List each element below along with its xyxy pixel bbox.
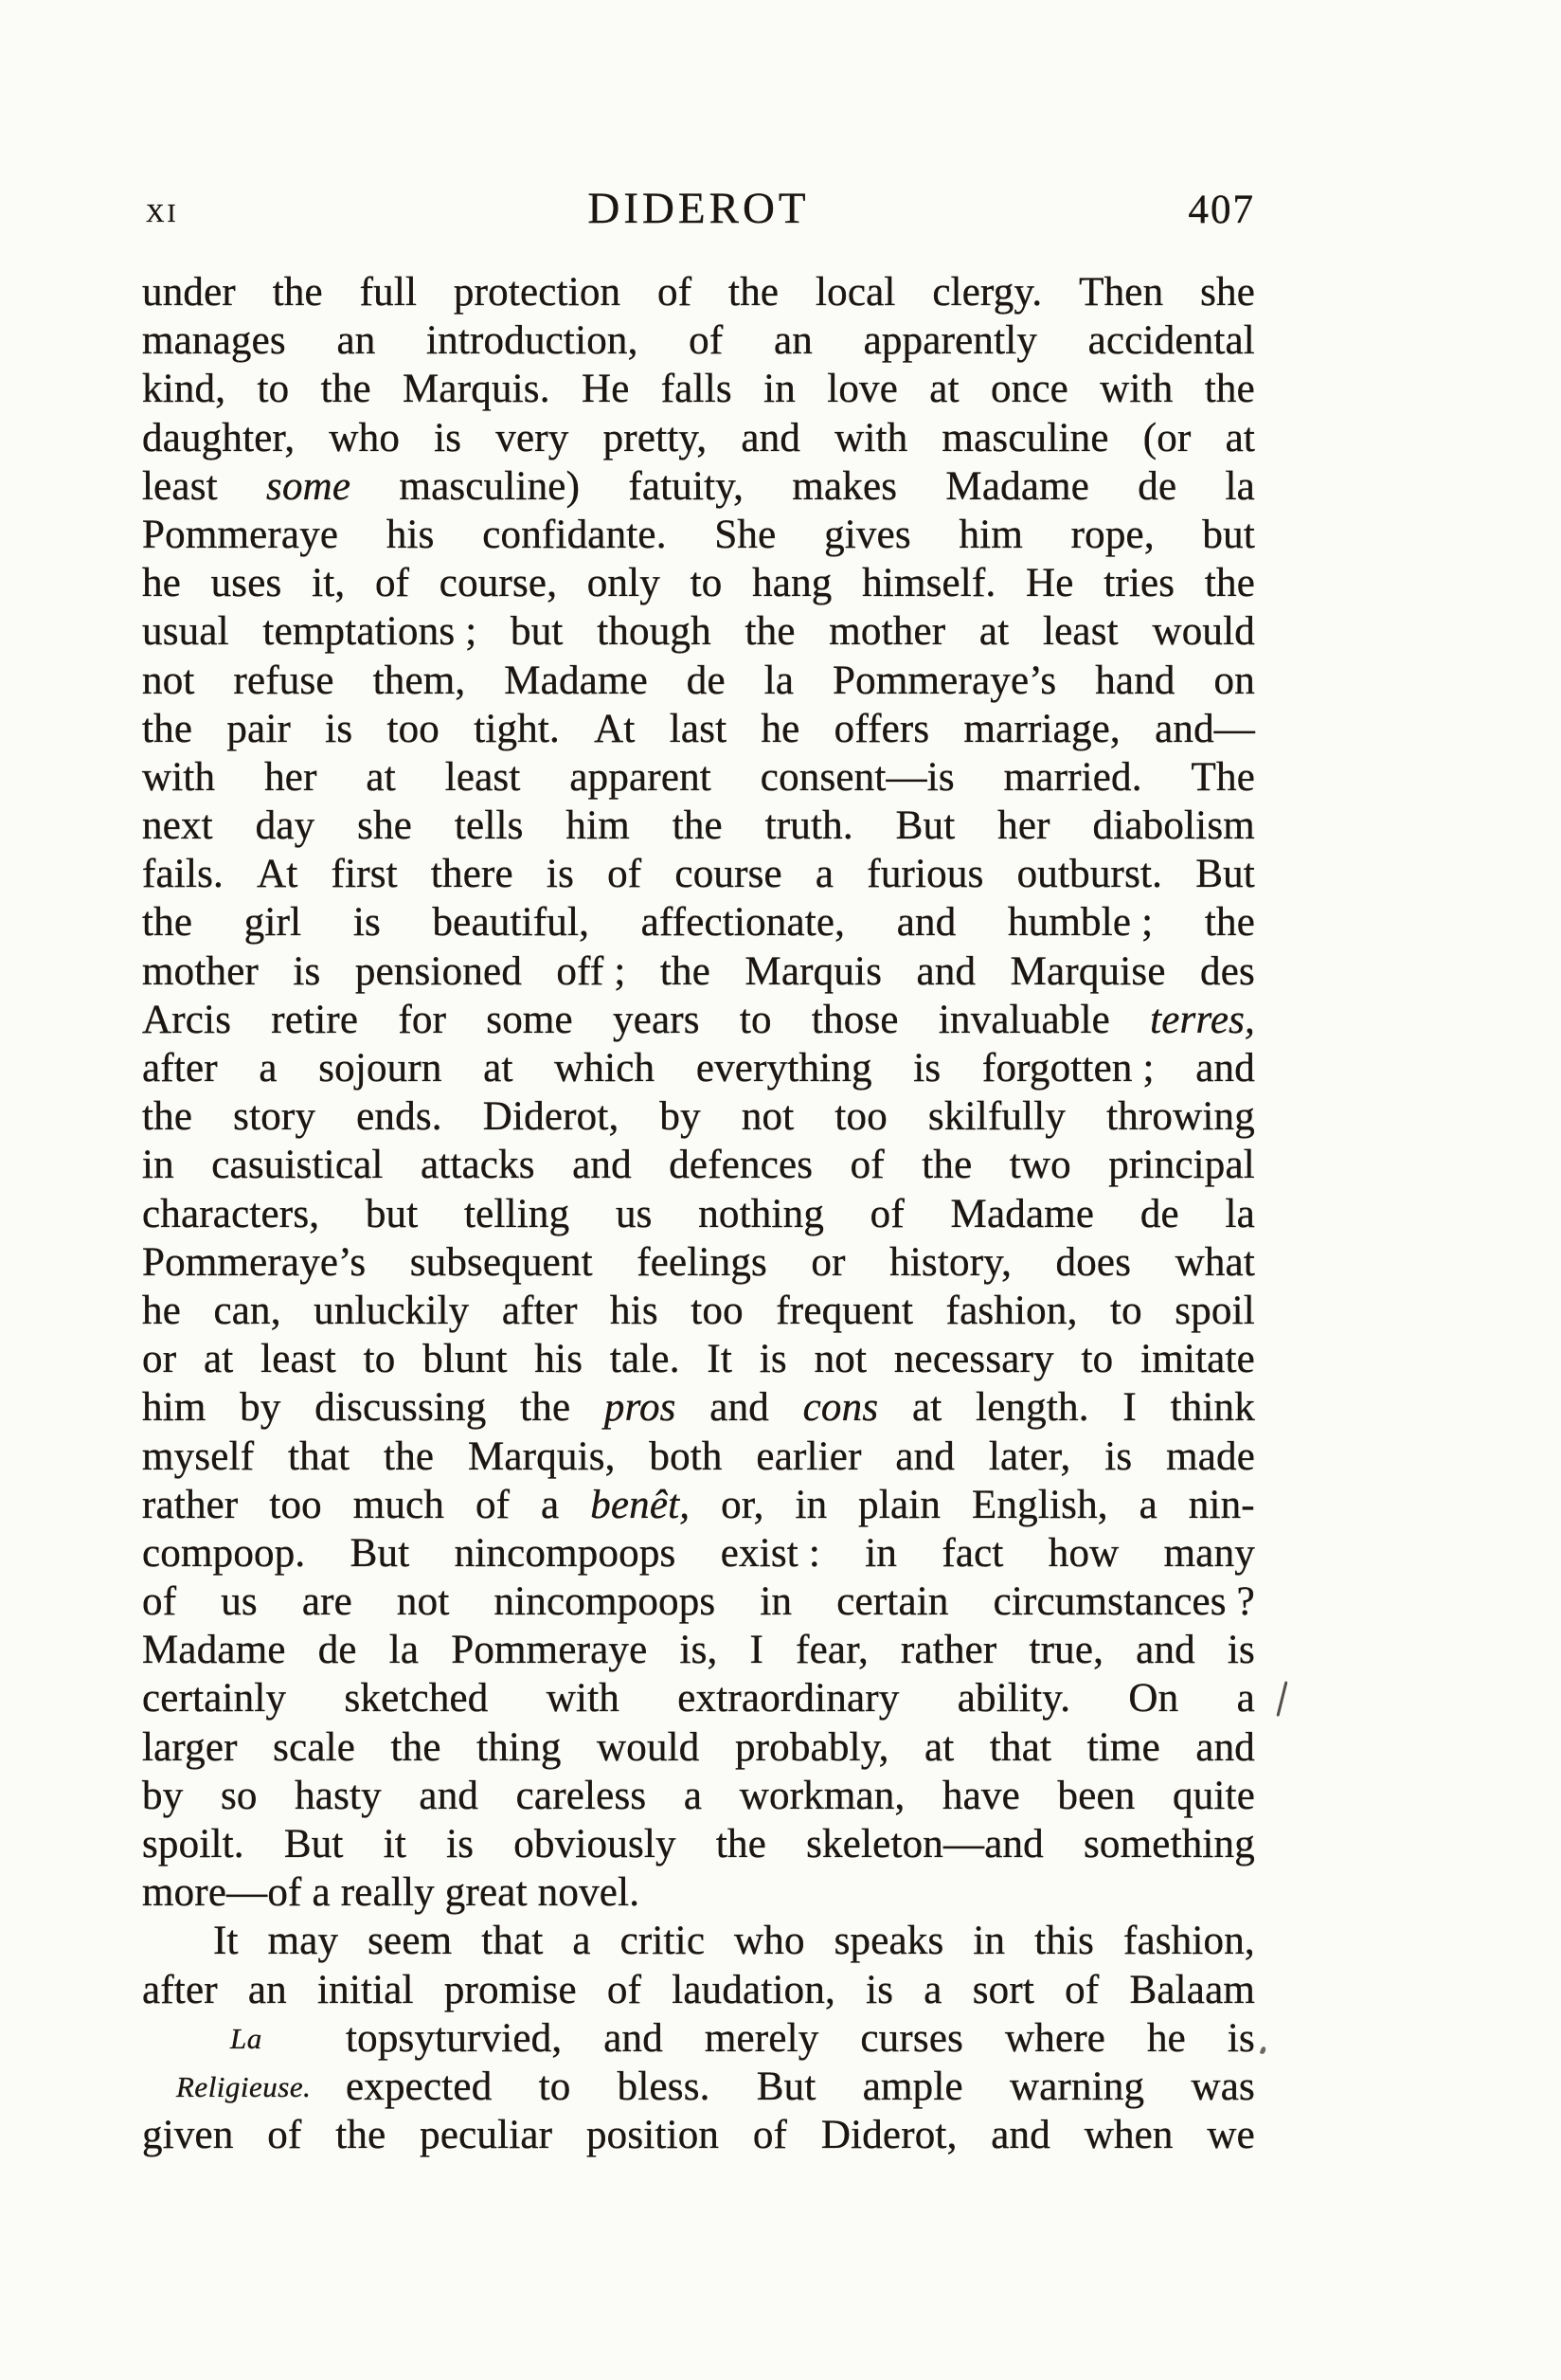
page-header [142, 182, 1255, 231]
text-line: rather too much of a benêt, or, in plain English, a nin- [142, 1482, 1255, 1527]
text-line: It may seem that a critic who speaks in this fashion, [213, 1919, 1255, 1964]
text-line: he can, unluckily after his too frequent fashion, to spoil [142, 1288, 1255, 1333]
text-line: with her at least apparent consent—is married. The [142, 754, 1255, 800]
text-line: Arcis retire for some years to those invaluable terres, [142, 997, 1255, 1042]
text-line: manages an introduction, of an apparently accidental [142, 318, 1255, 364]
text-line: myself that the Marquis, both earlier and later, is made [142, 1433, 1255, 1479]
text-line: larger scale the thing would probably, at that time and [142, 1724, 1255, 1770]
text-line: mother is pensioned off ; the Marquis and Marquise des [142, 948, 1255, 994]
text-line: characters, but telling us nothing of Madame de la [142, 1191, 1255, 1236]
text-line: kind, to the Marquis. He falls in love at once with the [142, 367, 1255, 412]
text-line: after a sojourn at which everything is forgotten ; and [142, 1046, 1255, 1091]
text-line: daughter, who is very pretty, and with masculine (or at [142, 415, 1255, 460]
text-line: least some masculine) fatuity, makes Madame de la [142, 463, 1255, 509]
page-number: 407 [1188, 188, 1255, 232]
text-line: in casuistical attacks and defences of the two principal [142, 1143, 1255, 1188]
text-line: not refuse them, Madame de la Pommeraye’s hand on [142, 658, 1255, 703]
text-line: fails. At first there is of course a furious outburst. But [142, 852, 1255, 897]
text-line: after an initial promise of laudation, is a sort of Balaam [142, 1967, 1255, 2012]
text-line: of us are not nincompoops in certain circumstances ? [142, 1579, 1255, 1625]
running-title: DIDEROT [587, 184, 810, 233]
text-line: Pommeraye’s subsequent feelings or history, does what [142, 1239, 1255, 1285]
text-line: he uses it, of course, only to hang himself. He tries the [142, 561, 1255, 606]
text-line: under the full protection of the local clergy. Then she [142, 270, 1255, 315]
text-line: him by discussing the pros and cons at length. I think [142, 1385, 1255, 1431]
scan-artifact-stroke [1276, 1681, 1287, 1716]
chapter-number: XI [146, 199, 179, 227]
text-line: compoop. But nincompoops exist : in fact how many [142, 1530, 1255, 1576]
margin-note-religieuse: Religieuse. [176, 2070, 312, 2103]
text-line: or at least to blunt his tale. It is not necessary to imitate [142, 1337, 1255, 1382]
text-line: expected to bless. But ample warning was [346, 2064, 1255, 2109]
text-line: Madame de la Pommeraye is, I fear, rather true, and is [142, 1628, 1255, 1673]
text-line: Pommeraye his confidante. She gives him rope, but [142, 512, 1255, 557]
text-line: usual temptations ; but though the mother at least would [142, 609, 1255, 655]
body-text [142, 268, 1255, 2159]
text-line: next day she tells him the truth. But her diabolism [142, 803, 1255, 849]
text-line: certainly sketched with extraordinary ability. On a [142, 1676, 1255, 1722]
text-line: the girl is beautiful, affectionate, and humble ; the [142, 900, 1255, 946]
text-line: the story ends. Diderot, by not too skilfully throwing [142, 1094, 1255, 1140]
scan-artifact-speck [1260, 2046, 1266, 2054]
text-line: spoilt. But it is obviously the skeleton—and something [142, 1822, 1255, 1866]
text-line: given of the peculiar position of Diderot, and when we [142, 2113, 1255, 2158]
margin-note-la: La [230, 2022, 262, 2055]
text-line: more—of a really great novel. [142, 1870, 640, 1916]
text-line: topsyturvied, and merely curses where he is [346, 2015, 1255, 2061]
text-line: by so hasty and careless a workman, have been quite [142, 1773, 1255, 1818]
text-line: the pair is too tight. At last he offers marriage, and— [142, 706, 1255, 751]
